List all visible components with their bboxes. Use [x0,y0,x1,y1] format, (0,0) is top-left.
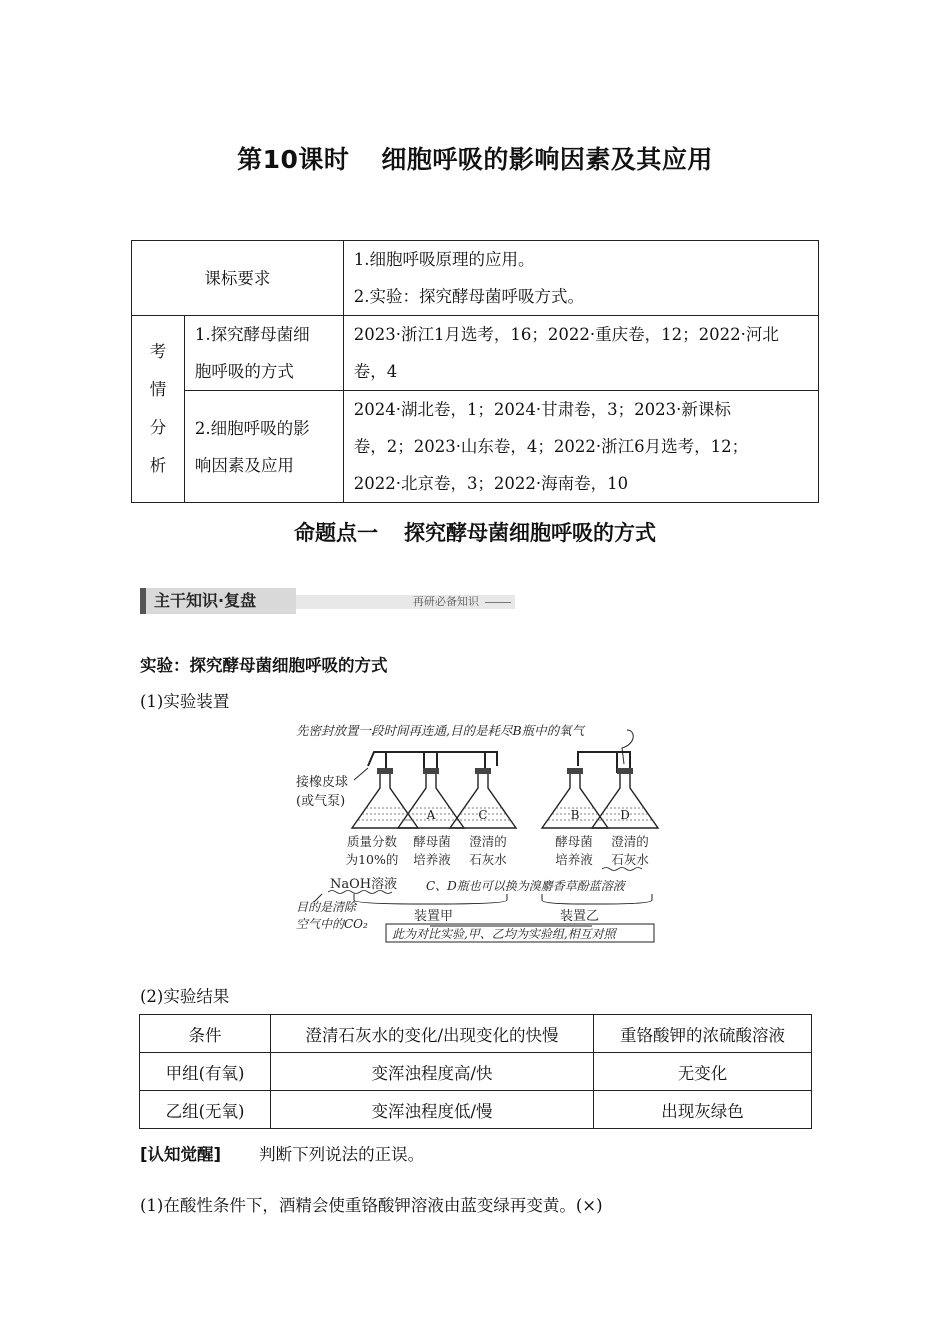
topic-cell [184,391,343,503]
page-title [0,140,950,176]
flask-label: 石灰水 [611,852,649,867]
letter-b: B [570,808,580,822]
liquid-levels [358,808,652,820]
standard-items [343,241,818,316]
analysis-char: 分 [149,418,167,437]
purpose-note: 空气中的CO₂ [296,917,368,931]
analysis-label [132,316,185,503]
naoh-label: NaOH溶液 [330,877,398,892]
comparison-note: 此为对比实验,甲、乙均为实验组,相互对照 [392,927,616,941]
exam-cell [343,391,818,503]
section-heading [0,517,950,547]
header-cell: 条件 [140,1015,271,1053]
analysis-row [132,316,819,391]
alternative-reagent-note: C、D瓶也可以换为溴麝香草酚蓝溶液 [426,879,625,893]
banner-sub-label: 再研必备知识 [296,595,515,609]
flask-label: 澄清的 [611,834,649,849]
exam-line: 2024·湖北卷，1；2024·甘肃卷，3；2023·新课标 [353,400,731,419]
knowledge-banner [140,588,515,614]
topic-cell [184,316,343,391]
section-number: 命题点一 [294,521,378,545]
device-b-label: 装置乙 [560,909,600,924]
flask-label: 石灰水 [469,852,507,867]
results-row [140,1091,812,1129]
flask-label: 培养液 [555,852,593,867]
standard-row [132,241,819,316]
device-heading: (1)实验装置 [140,692,230,711]
topic-line: 1.探究酵母菌细 [194,325,310,344]
flask-label: 质量分数 [346,834,398,849]
title-lesson-number: 第10课时 [237,145,350,174]
result-cell: 乙组(无氧) [140,1091,271,1129]
analysis-char: 析 [149,456,167,475]
flask-label: 酵母菌 [413,834,451,849]
results-table [139,1014,812,1129]
analysis-char: 情 [149,380,167,399]
header-cell: 澄清石灰水的变化/出现变化的快慢 [271,1015,594,1053]
banner-main-label: 主干知识·复盘 [146,588,296,614]
exam-line: 2023·浙江1月选考，16；2022·重庆卷，12；2022·河北 [353,325,779,344]
seal-note: 先密封放置一段时间再连通,目的是耗尽B瓶中的氧气 [296,723,585,738]
pump-label: (或气泵) [296,794,346,809]
results-header-row [140,1015,812,1053]
flask-label: 酵母菌 [555,834,593,849]
wavy-underline [602,868,642,871]
topic-line: 胞呼吸的方式 [194,362,294,381]
topic-line: 响因素及应用 [194,455,294,475]
result-cell: 无变化 [594,1053,812,1091]
requirements-table [131,240,819,503]
letter-c: C [478,808,488,822]
result-cell: 变浑浊程度高/快 [271,1053,594,1091]
flask-label: 为10%的 [345,852,399,867]
judgement-item: (1)在酸性条件下，酒精会使重铬酸钾溶液由蓝变绿再变黄。(×) [140,1196,603,1215]
awareness-line [140,1141,424,1165]
exam-line: 卷，4 [353,362,398,381]
stoppers [377,768,633,774]
awareness-prompt: 判断下列说法的正误。 [259,1145,425,1164]
analysis-char: 考 [149,342,167,361]
note-arrow [622,730,633,764]
analysis-row [132,391,819,503]
standard-item: 2.实验：探究酵母菌呼吸方式。 [353,287,584,306]
flask-label: 培养液 [413,852,451,867]
letter-d: D [620,808,630,822]
results-row [140,1053,812,1091]
device-a-bracket [354,894,507,904]
exam-cell [343,316,818,391]
result-cell: 出现灰绿色 [594,1091,812,1129]
standard-label: 课标要求 [132,241,344,316]
experiment-apparatus-diagram [292,718,660,946]
pump-label: 接橡皮球 [296,775,349,790]
topic-line: 2.细胞呼吸的影 [194,418,310,438]
header-cell: 重铬酸钾的浓硫酸溶液 [594,1015,812,1053]
exam-line: 卷，2；2023·山东卷，4；2022·浙江6月选考，12； [353,437,749,456]
section-topic: 探究酵母菌细胞呼吸的方式 [404,521,656,545]
exam-line: 2022·北京卷，3；2022·海南卷，10 [353,474,629,493]
standard-item: 1.细胞呼吸原理的应用。 [353,250,535,269]
title-topic: 细胞呼吸的影响因素及其应用 [381,145,713,174]
experiment-title: 实验：探究酵母菌细胞呼吸的方式 [140,656,388,675]
purpose-note: 目的是清除 [296,900,357,914]
flask-labels [346,834,650,867]
result-heading: (2)实验结果 [140,987,230,1006]
result-cell: 甲组(有氧) [140,1053,271,1091]
pump-connector [354,768,368,780]
letter-a: A [426,808,436,822]
flask-label: 澄清的 [469,834,507,849]
result-cell: 变浑浊程度低/慢 [271,1091,594,1129]
device-b-bracket [542,894,652,904]
awareness-label: [认知觉醒] [140,1145,222,1164]
device-a-label: 装置甲 [414,909,454,924]
